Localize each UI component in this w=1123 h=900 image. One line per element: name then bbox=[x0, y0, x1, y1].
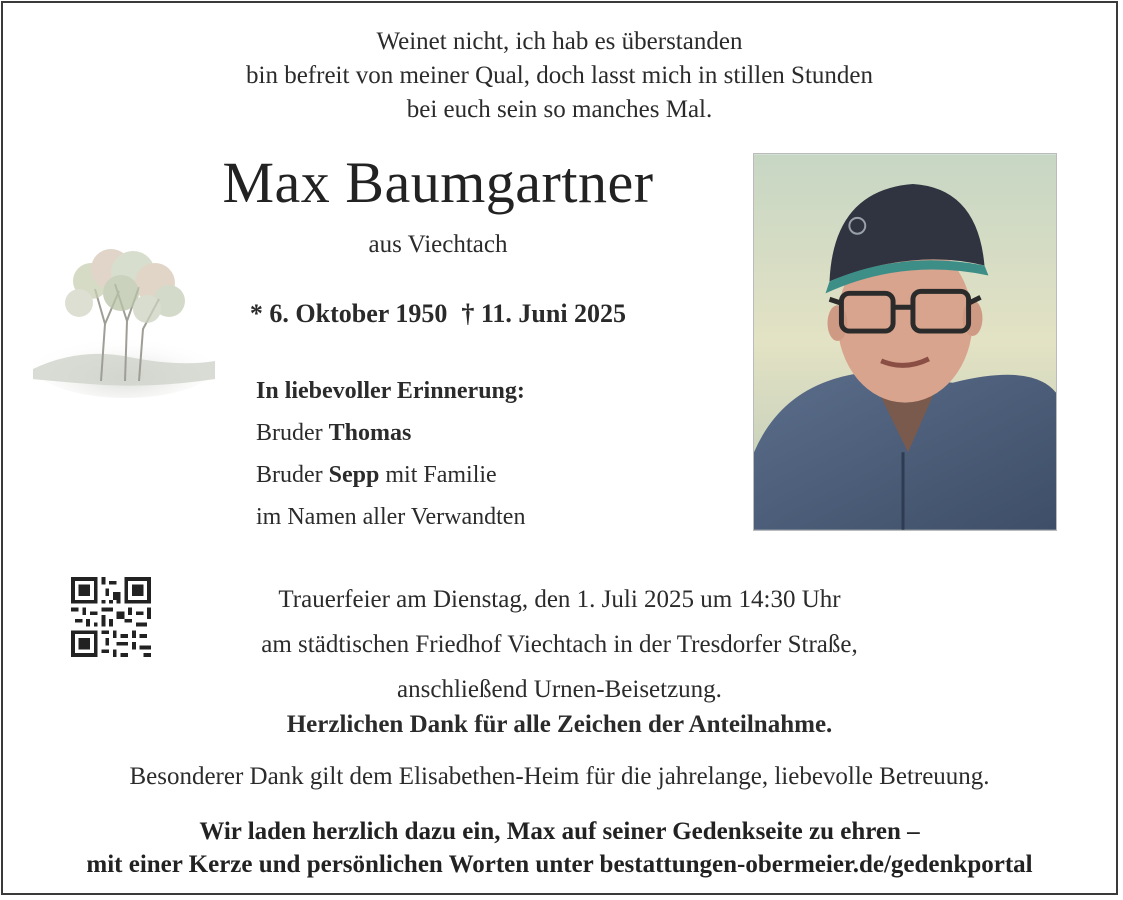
memorial-invitation bbox=[3, 815, 1116, 881]
tree-illustration-icon bbox=[29, 229, 217, 399]
funeral-service-info bbox=[3, 577, 1116, 712]
obituary-notice bbox=[1, 1, 1118, 895]
deceased-origin: aus Viechtach bbox=[368, 231, 508, 258]
death-date: † 11. Juni 2025 bbox=[461, 299, 627, 328]
poem-line: Weinet nicht, ich hab es überstanden bbox=[376, 28, 743, 55]
memory-heading: In liebevoller Erinnerung: bbox=[256, 378, 525, 404]
special-thanks: Besonderer Dank gilt dem Elisabethen-Heim für die jahrelange, liebevolle Betreuung. bbox=[129, 763, 990, 790]
memory-line-prefix: im Namen aller Verwandten bbox=[256, 504, 526, 530]
poem bbox=[3, 25, 1116, 127]
service-line: anschließend Urnen-Beisetzung. bbox=[397, 676, 722, 703]
service-line: Trauerfeier am Dienstag, den 1. Juli 2025 um 14:30 Uhr bbox=[278, 586, 841, 613]
memory-list bbox=[256, 370, 525, 538]
poem-line: bin befreit von meiner Qual, doch lasst mich in stillen Stunden bbox=[246, 62, 873, 89]
memory-line-name: Thomas bbox=[328, 420, 412, 446]
memory-line bbox=[256, 412, 525, 454]
birth-date: * 6. Oktober 1950 bbox=[249, 299, 448, 328]
invite-line: Wir laden herzlich dazu ein, Max auf seiner Gedenkseite zu ehren – bbox=[199, 818, 920, 845]
invite-line: mit einer Kerze und persönlichen Worten unter bestattungen-obermeier.de/gedenkportal bbox=[86, 851, 1033, 878]
portrait-photo bbox=[753, 153, 1057, 531]
thanks-heading: Herzlichen Dank für alle Zeichen der Anteilnahme. bbox=[286, 711, 833, 738]
memory-line-suffix: mit Familie bbox=[379, 462, 497, 488]
memory-line-prefix: Bruder bbox=[256, 420, 329, 446]
memory-line bbox=[256, 496, 525, 538]
memory-line bbox=[256, 454, 525, 496]
poem-line: bei euch sein so manches Mal. bbox=[406, 96, 713, 123]
memory-line-prefix: Bruder bbox=[256, 462, 329, 488]
service-line: am städtischen Friedhof Viechtach in der Tresdorfer Straße, bbox=[261, 631, 858, 658]
memory-line-name: Sepp bbox=[328, 462, 380, 488]
deceased-name: Max Baumgartner bbox=[222, 150, 654, 215]
